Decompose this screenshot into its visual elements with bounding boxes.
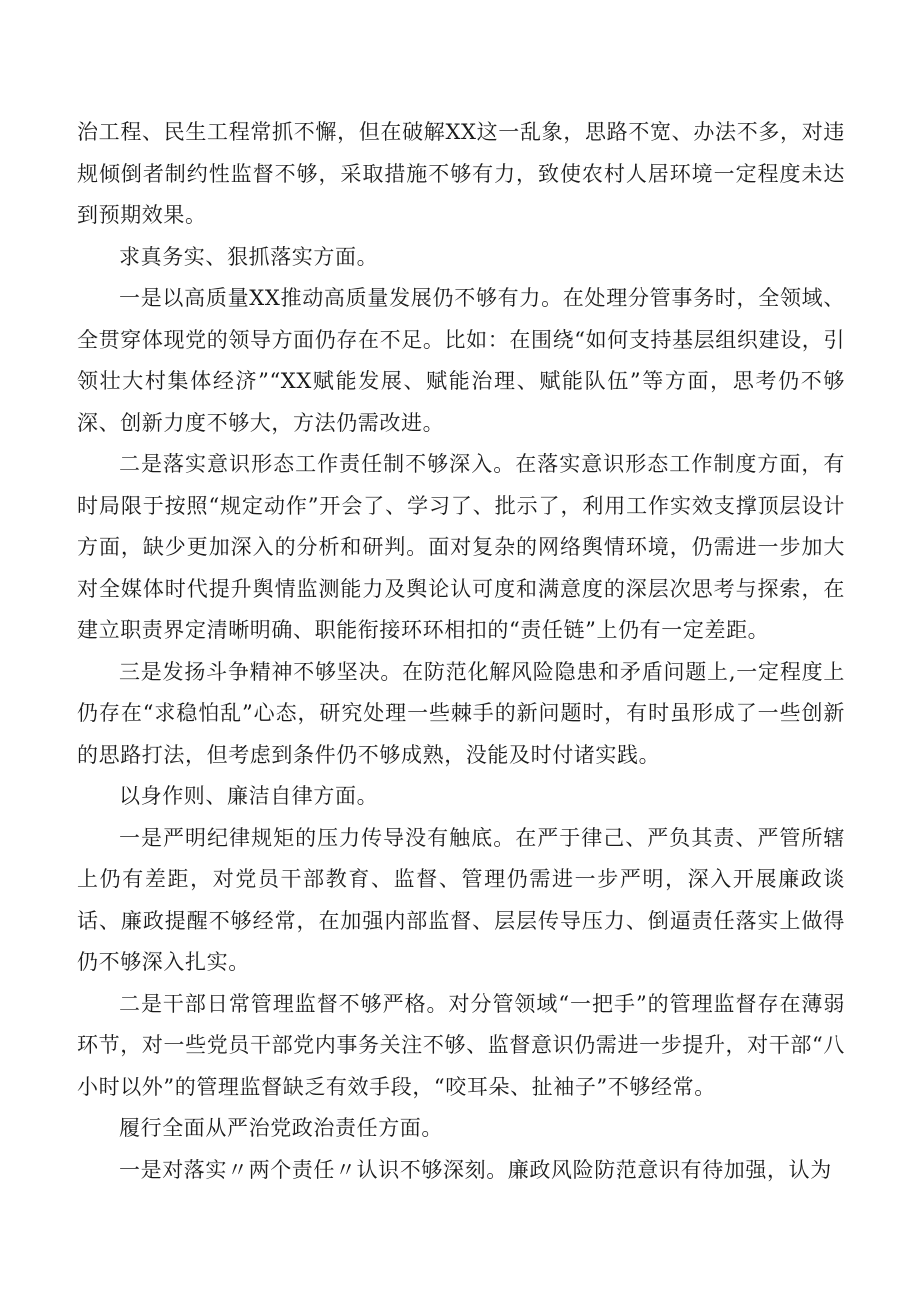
paragraph-high-quality: 一是以高质量XX推动高质量发展仍不够有力。在处理分管事务时，全领域、全贯穿体现党的领导方面仍存在不足。比如：在围绕“如何支持基层组织建设，引领壮大村集体经济”“XX赋能发展、赋能治理、赋能队伍”等方面，思考仍不够深、创新力度不够大，方法仍需改进。 [77,286,845,435]
paragraph-two-responsibilities: 一是对落实〃两个责任〃认识不够深刻。廉政风险防范意识有待加强，认为 [119,1157,832,1182]
section-heading-integrity: 以身作则、廉洁自律方面。 [119,784,379,808]
paragraph-cadre-supervision: 二是干部日常管理监督不够严格。对分管领域“一把手”的管理监督存在薄弱环节，对一些党员干部党内事务关注不够、监督意识仍需进一步提升，对干部“八小时以外”的管理监督缺乏有效手段，“咬耳朵、扯袖子”不够经常。 [77,991,845,1099]
paragraph-discipline: 一是严明纪律规矩的压力传导没有触底。在严于律己、严负其责、严管所辖上仍有差距，对党员干部教育、监督、管理仍需进一步严明，深入开展廉政谈话、廉政提醒不够经常，在加强内部监督、层层传导压力、倒逼责任落实上做得仍不够深入扎实。 [77,825,845,974]
document-body [77,112,845,1191]
paragraph-ideology: 二是落实意识形态工作责任制不够深入。在落实意识形态工作制度方面，有时局限于按照“规定动作”开会了、学习了、批示了，利用工作实效支撑顶层设计方面，缺少更加深入的分析和研判。面对复杂的网络舆情环境，仍需进一步加大对全媒体时代提升舆情监测能力及舆论认可度和满意度的深层次思考与探索，在建立职责界定清晰明确、职能衔接环环相扣的“责任链”上仍有一定差距。 [77,452,845,642]
paragraph-continuation: 治工程、民生工程常抓不懈，但在破解XX这一乱象，思路不宽、办法不多，对违规倾倒者制约性监督不够，采取措施不够有力，致使农村人居环境一定程度未达到预期效果。 [77,120,845,227]
section-heading-practical: 求真务实、狠抓落实方面。 [119,244,379,269]
paragraph-struggle-spirit: 三是发扬斗争精神不够坚决。在防范化解风险隐患和矛盾问题上,一定程度上仍存在“求稳怕乱”心态，研究处理一些棘手的新问题时，有时虽形成了一些创新的思路打法，但考虑到条件仍不够成熟，没能及时付诸实践。 [77,659,845,767]
section-heading-party-governance: 履行全面从严治党政治责任方面。 [119,1116,443,1140]
